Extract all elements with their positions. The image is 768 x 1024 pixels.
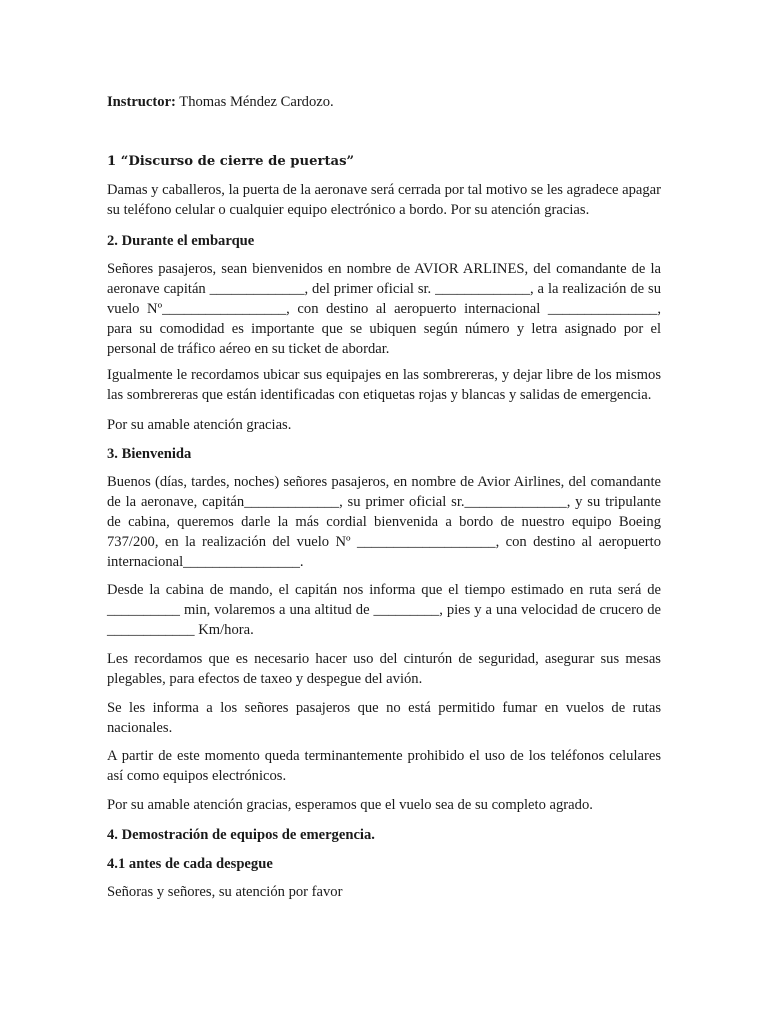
section2-paragraph-2: Igualmente le recordamos ubicar sus equipajes en las sombrereras, y dejar libre de los mismos las sombrereras que están identificadas con etiquetas rojas y blancas y salidas de emergencia. <box>107 367 661 403</box>
section3-paragraph-1: Buenos (días, tardes, noches) señores pasajeros, en nombre de Avior Airlines, del comandante de la aeronave, capitán_____________, su primer oficial sr.______________, y su tripulante de cabina, queremos darle la más cordial bienvenida a bordo de nuestro equipo Boeing 737/200, en la realización del vuelo Nº ___________________, con destino al aeropuerto internacional________________. <box>107 474 661 570</box>
section3-paragraph-2: Desde la cabina de mando, el capitán nos informa que el tiempo estimado en ruta será de __________ min, volaremos a una altitud de _________, pies y a una velocidad de crucero de ____________ Km/hora. <box>107 582 661 638</box>
section4-heading: 4. Demostración de equipos de emergencia. <box>107 827 375 843</box>
section2-heading: 2. Durante el embarque <box>107 233 255 249</box>
section1-paragraph: Damas y caballeros, la puerta de la aeronave será cerrada por tal motivo se les agradece apagar su teléfono celular o cualquier equipo electrónico a bordo. Por su atención gracias. <box>107 182 661 218</box>
section4-paragraph-1: Señoras y señores, su atención por favor <box>107 884 343 900</box>
section3-paragraph-3: Les recordamos que es necesario hacer uso del cinturón de seguridad, asegurar sus mesas plegables, para efectos de taxeo y despegue del avión. <box>107 651 661 687</box>
section3-paragraph-4: Se les informa a los señores pasajeros que no está permitido fumar en vuelos de rutas nacionales. <box>107 700 661 736</box>
instructor-label: Instructor: <box>107 94 176 110</box>
section1-heading: 1 “Discurso de cierre de puertas” <box>107 154 355 169</box>
section3-paragraph-5: A partir de este momento queda terminantemente prohibido el uso de los teléfonos celulares así como equipos electrónicos. <box>107 748 661 784</box>
section2-paragraph-3: Por su amable atención gracias. <box>107 417 292 433</box>
section3-paragraph-6: Por su amable atención gracias, esperamos que el vuelo sea de su completo agrado. <box>107 797 593 813</box>
section2-paragraph-1: Señores pasajeros, sean bienvenidos en nombre de AVIOR ARLINES, del comandante de la aeronave capitán _____________, del primer oficial sr. _____________, a la realización de su vuelo Nº_________________, con destino al aeropuerto internacional _______________, para su comodidad es importante que se ubiquen según número y letra asignado por el personal de tráfico aéreo en su ticket de abordar. <box>107 261 661 357</box>
section3-heading: 3. Bienvenida <box>107 446 192 462</box>
instructor-line <box>107 92 661 112</box>
section4-subheading: 4.1 antes de cada despegue <box>107 856 273 872</box>
instructor-name: Thomas Méndez Cardozo. <box>175 94 334 110</box>
